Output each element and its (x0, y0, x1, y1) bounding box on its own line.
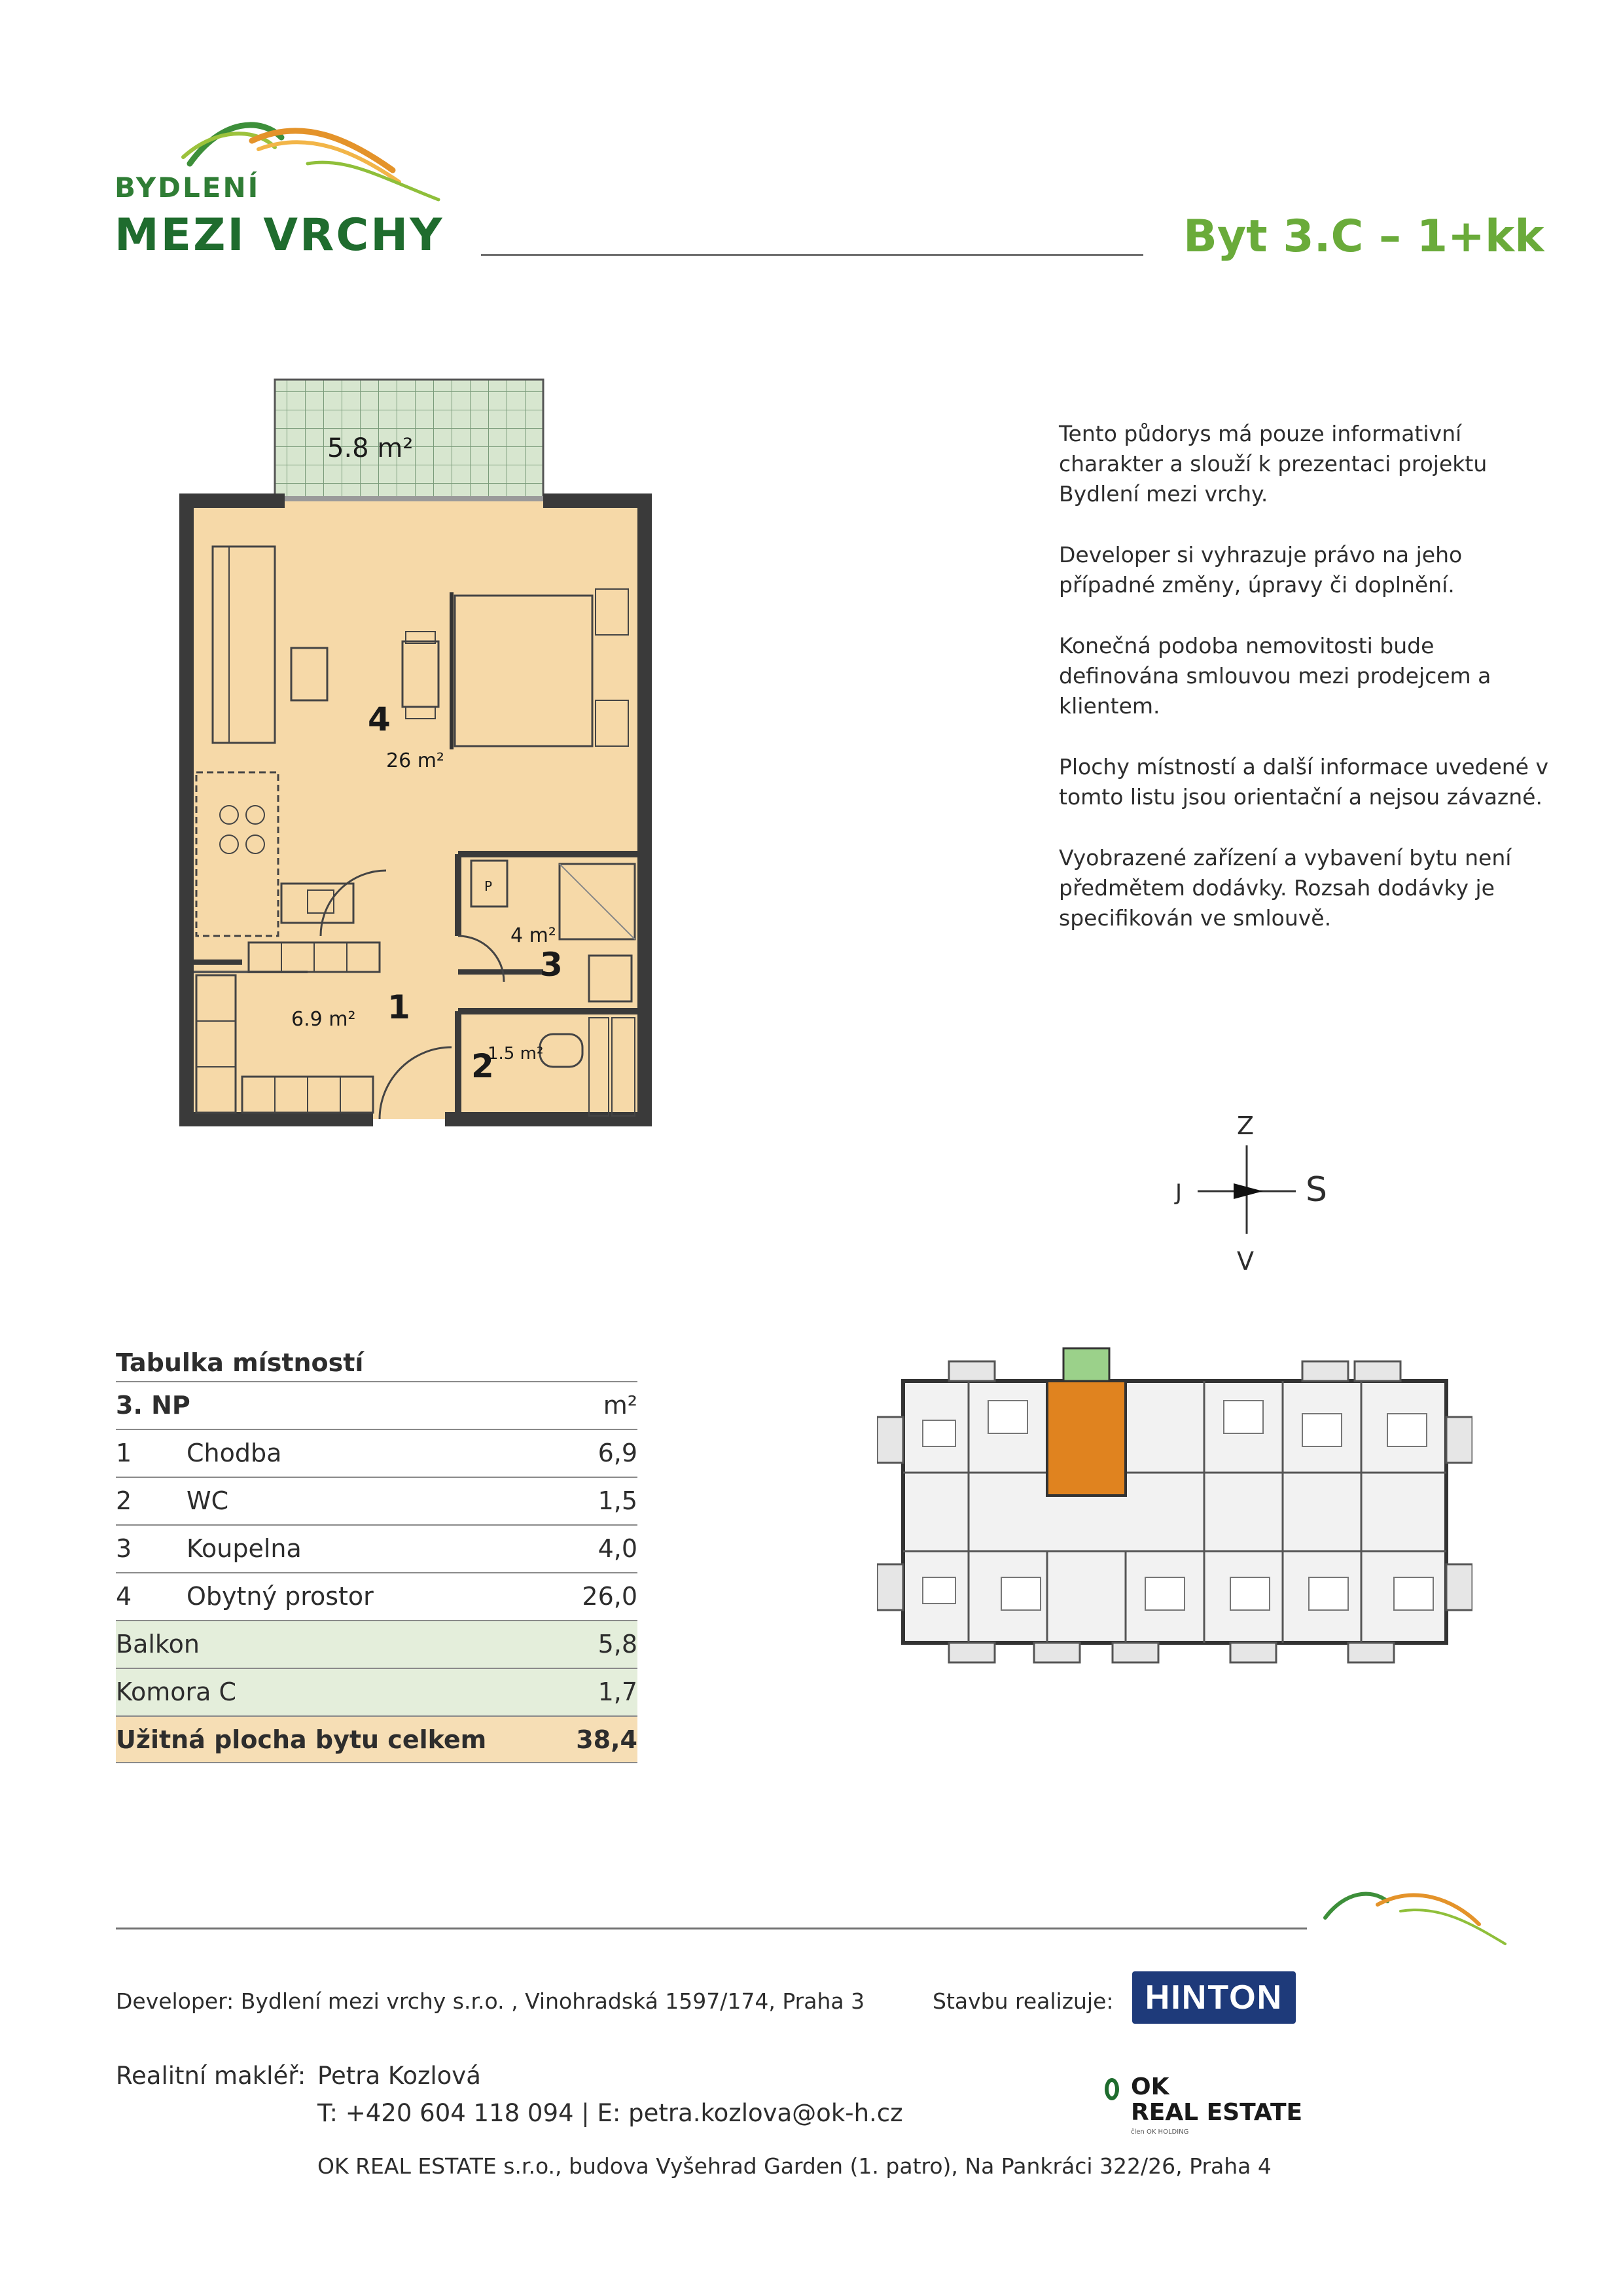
room-area-2: 1.5 m² (488, 1044, 544, 1064)
disclaimer-paragraph: Konečná podoba nemovitosti bude definována smlouvou mezi prodejcem a klientem. (1059, 633, 1491, 719)
building-floor-overview (877, 1342, 1472, 1695)
table-row (116, 1524, 637, 1572)
highlighted-apartment (1047, 1381, 1126, 1496)
builder-logo: HINTON (1132, 1971, 1296, 2024)
row-value: 26,0 (582, 1582, 637, 1611)
room-number-3: 3 (540, 946, 563, 984)
bed (455, 596, 592, 746)
ok-logo-subtext: člen OK HOLDING (1131, 2128, 1189, 2136)
table-header-row (116, 1381, 637, 1429)
header-divider (481, 254, 1143, 256)
room-table (116, 1381, 637, 1763)
brand-logo-hills-small (1315, 1878, 1512, 1957)
compass (1171, 1106, 1342, 1276)
row-value: 5,8 (597, 1630, 637, 1659)
ok-logo-text: REAL ESTATE (1131, 2099, 1303, 2126)
room-number-4: 4 (368, 700, 391, 738)
disclaimer-paragraph: Vyobrazené zařízení a vybavení bytu není předmětem dodávky. Rozsah dodávky je specifikován ve smlouvě. (1059, 845, 1512, 931)
office-address: OK REAL ESTATE s.r.o., budova Vyšehrad Garden (1. patro), Na Pankráci 322/26, Praha 4 (317, 2153, 1272, 2179)
row-number: 3 (116, 1534, 132, 1563)
room-area-3: 4 m² (510, 924, 556, 947)
compass-south: V (1237, 1247, 1254, 1276)
table-row (116, 1477, 637, 1524)
footer-divider (116, 1928, 1307, 1929)
table-row-total (116, 1715, 637, 1763)
row-name: Balkon (116, 1630, 200, 1659)
table-row-extra (116, 1620, 637, 1668)
floor-label: 3. NP (116, 1391, 190, 1420)
apartment-title: Byt 3.C – 1+kk (1183, 211, 1544, 262)
sofa (213, 547, 275, 743)
balcony-area-label: 5.8 m² (327, 433, 414, 463)
room-area-4: 26 m² (386, 749, 444, 772)
broker-name: Petra Kozlová (317, 2062, 481, 2090)
room-area-1: 6.9 m² (291, 1008, 356, 1031)
disclaimer-paragraph: Plochy místností a další informace uvedené v tomto listu jsou orientační a nejsou závazné. (1059, 754, 1548, 810)
builder-label: Stavbu realizuje: (933, 1988, 1114, 2014)
row-name: Obytný prostor (187, 1582, 374, 1611)
row-number: 4 (116, 1582, 132, 1611)
total-label: Užitná plocha bytu celkem (116, 1725, 487, 1754)
compass-east: S (1306, 1170, 1328, 1210)
broker-label: Realitní makléř: (116, 2062, 306, 2090)
broker-contact: T: +420 604 118 094 | E: petra.kozlova@ok-h.cz (317, 2099, 903, 2127)
disclaimer-paragraph: Tento půdorys má pouze informativní charakter a slouží k prezentaci projektu Bydlení mezi vrchy. (1059, 421, 1488, 507)
table-row (116, 1572, 637, 1620)
row-name: Chodba (187, 1439, 282, 1467)
disclaimer-paragraph: Developer si vyhrazuje právo na jeho případné změny, úpravy či doplnění. (1059, 542, 1463, 598)
room-table-title: Tabulka místností (116, 1348, 364, 1377)
row-value: 6,9 (597, 1439, 637, 1467)
room-number-2: 2 (471, 1047, 494, 1085)
row-name: Komora C (116, 1677, 237, 1706)
total-value: 38,4 (576, 1725, 637, 1754)
ok-logo-icon (1105, 2078, 1119, 2100)
apartment-floor-plan (177, 373, 661, 1132)
developer-info: Developer: Bydlení mezi vrchy s.r.o. , Vinohradská 1597/174, Praha 3 (116, 1988, 865, 2014)
compass-west: J (1175, 1179, 1183, 1206)
pantry-label: P (484, 878, 493, 894)
ok-logo-text: OK (1131, 2073, 1169, 2100)
row-name: Koupelna (187, 1534, 302, 1563)
brand-line1: BYDLENÍ (115, 171, 260, 204)
compass-north: Z (1237, 1111, 1255, 1140)
table-row-extra (116, 1668, 637, 1715)
brand-line2: MEZI VRCHY (115, 209, 444, 261)
row-name: WC (187, 1486, 229, 1515)
row-number: 2 (116, 1486, 132, 1515)
room-number-1: 1 (387, 988, 410, 1026)
row-value: 1,5 (597, 1486, 637, 1515)
row-value: 4,0 (597, 1534, 637, 1563)
disclaimer-text (1059, 419, 1556, 964)
table-row (116, 1429, 637, 1477)
row-number: 1 (116, 1439, 132, 1467)
row-value: 1,7 (597, 1677, 637, 1706)
unit-label: m² (603, 1391, 637, 1420)
